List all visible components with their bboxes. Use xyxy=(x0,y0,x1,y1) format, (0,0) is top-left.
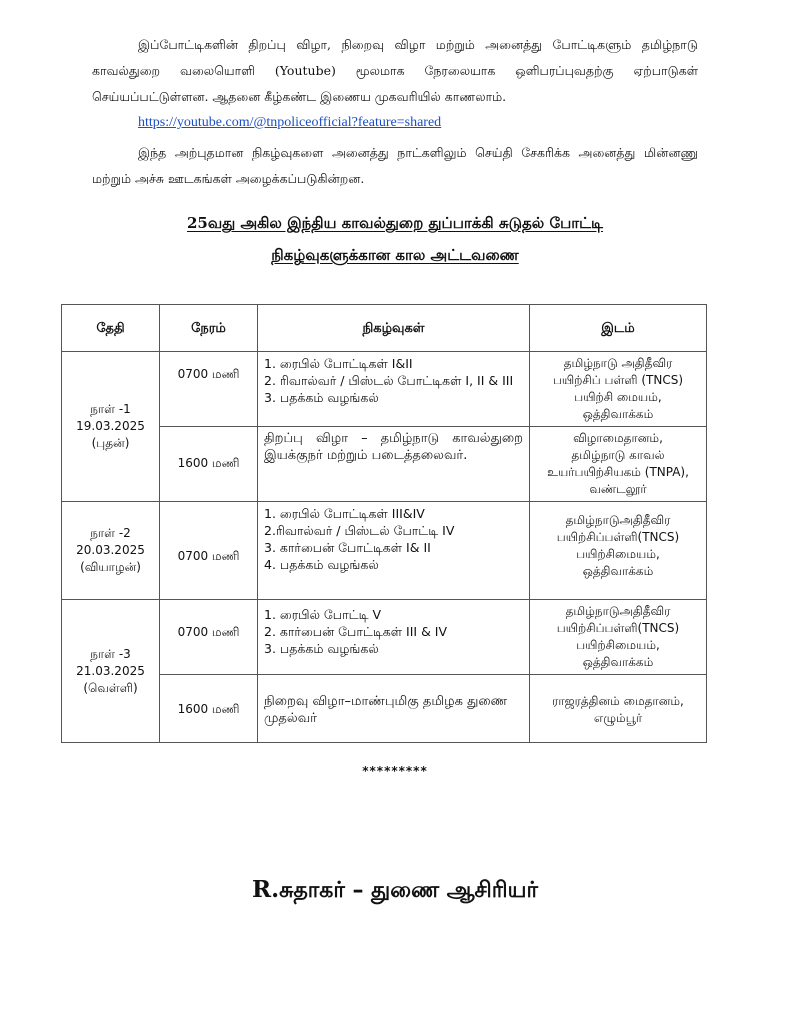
events-cell xyxy=(258,502,530,600)
signature-initial: R. xyxy=(252,876,280,903)
time-cell: 0700 மணி xyxy=(160,352,258,427)
day-weekday: (வெள்ளி) xyxy=(83,680,138,695)
table-row xyxy=(62,600,707,675)
time-cell: 0700 மணி xyxy=(160,600,258,675)
event-item: நிறைவு விழா–மாண்புமிகு தமிழக துணை முதல்வர் xyxy=(264,694,508,726)
events-cell: திறப்பு விழா – தமிழ்நாடு காவல்துறை இயக்குநர் மற்றும் படைத்தலைவர். xyxy=(258,427,530,502)
table-row xyxy=(62,502,707,600)
venue-line: எழும்பூர் xyxy=(593,711,643,725)
intro-text-1: இப்போட்டிகளின் திறப்பு விழா, நிறைவு விழா மற்றும் அனைத்து போட்டிகளும் தமிழ்நாடு காவல்துறை வலையொளி (Youtube) மூலமாக நேரலையாக ஒளிபரப்புவதற்கு ஏற்பாடுகள் செய்யப்பட்டுள்ளன. ஆதனை கீழ்கண்ட இணைய முகவரியில் காணலாம். xyxy=(92,37,698,104)
signature-text: சுதாகர் – துணை ஆசிரியர் xyxy=(279,878,538,903)
venue-line: உயர்பயிற்சியகம் (TNPA), xyxy=(547,465,689,479)
day-label: நாள் -3 xyxy=(90,646,131,661)
venue-line: தமிழ்நாடுஅதிதீவிர xyxy=(565,513,671,527)
youtube-link[interactable]: https://youtube.com/@tnpoliceofficial?feature=shared xyxy=(138,115,442,130)
day-cell xyxy=(62,600,160,743)
venue-line: தமிழ்நாடுஅதிதீவிர xyxy=(565,604,671,618)
venue-cell xyxy=(530,502,707,600)
time-cell: 0700 மணி xyxy=(160,502,258,600)
schedule-title: 25வது அகில இந்திய காவல்துறை துப்பாக்கி சுடுதல் போட்டி xyxy=(187,214,603,232)
intro-text-2: இந்த அற்புதமான நிகழ்வுகளை அனைத்து நாட்களிலும் செய்தி சேகரிக்க அனைத்து மின்னணு மற்றும் அச்சு ஊடகங்கள் அழைக்கப்படுகின்றன. xyxy=(92,145,698,186)
schedule-subtitle: நிகழ்வுகளுக்கான கால அட்டவணை xyxy=(271,246,519,264)
header-events: நிகழ்வுகள் xyxy=(258,305,530,352)
venue-line: பயிற்சி மையம், xyxy=(574,390,662,404)
venue-line: பயிற்சிமையம், xyxy=(576,547,660,561)
day-cell xyxy=(62,352,160,502)
events-cell xyxy=(258,675,530,743)
separator: ********* xyxy=(362,764,428,778)
day-weekday: (வியாழன்) xyxy=(80,560,141,574)
venue-line: ஒத்திவாக்கம் xyxy=(582,407,654,421)
venue-line: வண்டலூர் xyxy=(589,482,647,496)
event-item: 3. கார்பைன் போட்டிகள் I& II xyxy=(264,540,431,555)
event-item: 3. பதக்கம் வழங்கல் xyxy=(264,641,379,656)
venue-line: பயிற்சிப்பள்ளி(TNCS) xyxy=(556,621,680,635)
signature xyxy=(0,876,790,906)
venue-cell xyxy=(530,600,707,675)
table-header-row xyxy=(62,305,707,352)
event-item: 2. ரிவால்வர் / பிஸ்டல் போட்டிகள் I, II & III xyxy=(264,373,514,388)
venue-line: விழாமைதானம், xyxy=(573,431,663,445)
venue-line: பயிற்சிப்பள்ளி(TNCS) xyxy=(556,530,680,544)
schedule-table xyxy=(61,304,707,743)
time-cell: 1600 மணி xyxy=(160,675,258,743)
event-item: 1. ரைபில் போட்டி V xyxy=(264,607,382,622)
venue-line: தமிழ்நாடு காவல் xyxy=(571,448,665,462)
venue-cell xyxy=(530,352,707,427)
intro-paragraph-1 xyxy=(92,32,698,110)
event-item: 2. கார்பைன் போட்டிகள் III & IV xyxy=(264,624,448,639)
header-date: தேதி xyxy=(62,305,160,352)
venue-line: ஒத்திவாக்கம் xyxy=(582,655,654,669)
venue-line: தமிழ்நாடு அதிதீவிர xyxy=(563,356,673,370)
header-venue: இடம் xyxy=(530,305,707,352)
events-cell xyxy=(258,600,530,675)
table-row xyxy=(62,352,707,427)
time-cell: 1600 மணி xyxy=(160,427,258,502)
venue-cell xyxy=(530,675,707,743)
event-item: 1. ரைபில் போட்டிகள் I&II xyxy=(264,356,413,371)
venue-line: ஒத்திவாக்கம் xyxy=(582,564,654,578)
day-label: நாள் -1 xyxy=(90,402,131,416)
venue-line: பயிற்சிமையம், xyxy=(576,638,660,652)
day-date: 19.03.2025 xyxy=(76,419,145,433)
event-item: 2.ரிவால்வர் / பிஸ்டல் போட்டி IV xyxy=(264,523,455,538)
venue-line: ராஜரத்தினம் மைதானம், xyxy=(552,694,684,708)
event-item: 4. பதக்கம் வழங்கல் xyxy=(264,557,379,572)
intro-paragraph-2 xyxy=(92,140,698,192)
venue-cell xyxy=(530,427,707,502)
day-label: நாள் -2 xyxy=(90,526,131,540)
day-date: 21.03.2025 xyxy=(76,663,145,678)
events-cell xyxy=(258,352,530,427)
event-item: 1. ரைபில் போட்டிகள் III&IV xyxy=(264,506,425,521)
header-time: நேரம் xyxy=(160,305,258,352)
event-item: 3. பதக்கம் வழங்கல் xyxy=(264,390,379,405)
day-cell xyxy=(62,502,160,600)
venue-line: பயிற்சிப் பள்ளி (TNCS) xyxy=(552,373,684,387)
day-date: 20.03.2025 xyxy=(76,543,145,557)
day-weekday: (புதன்) xyxy=(91,436,130,450)
